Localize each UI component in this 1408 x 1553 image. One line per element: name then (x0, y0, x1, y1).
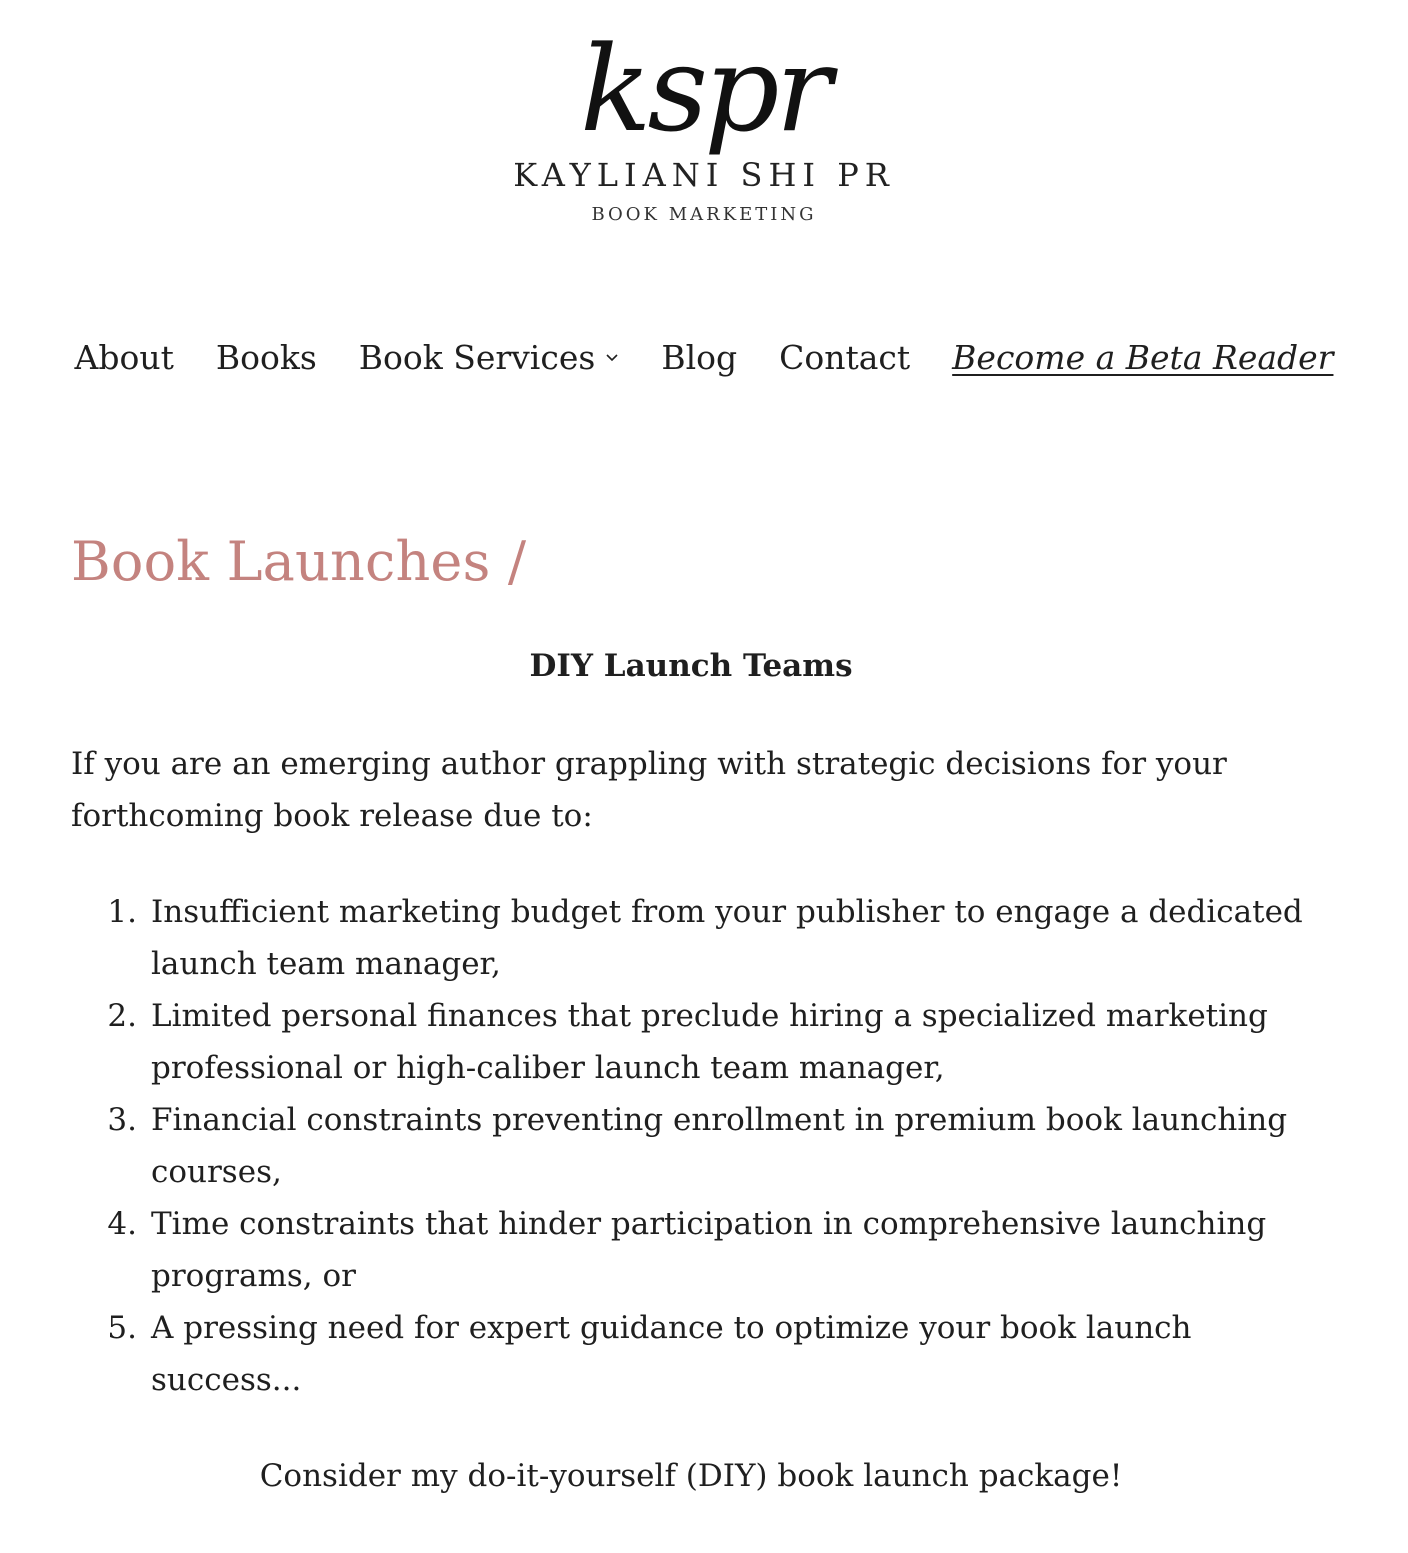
closing-statement: Consider my do-it-yourself (DIY) book launch package! (259, 1458, 1123, 1494)
nav-become-beta-reader[interactable]: Become a Beta Reader (952, 338, 1334, 377)
list-item-number: 1. (107, 894, 137, 930)
section-subheading: DIY Launch Teams (529, 648, 853, 684)
intro-paragraph: If you are an emerging author grappling with strategic decisions for your forthcoming book release due to: (71, 746, 1227, 834)
nav-contact[interactable]: Contact (779, 338, 911, 377)
list-item-number: 4. (107, 1206, 137, 1242)
list-item-number: 2. (107, 998, 137, 1034)
list-item-text: Insufficient marketing budget from your publisher to engage a dedicated launch team manager, (151, 894, 1303, 982)
list-item (71, 1094, 1311, 1198)
logo-name: KAYLIANI SHI PR (513, 156, 895, 194)
logo-monogram: kspr (579, 20, 829, 158)
reasons-list (71, 886, 1311, 1406)
list-item (71, 886, 1311, 990)
nav-books[interactable]: Books (215, 338, 317, 377)
logo-tagline: BOOK MARKETING (591, 204, 817, 225)
list-item (71, 1198, 1311, 1302)
list-item (71, 1302, 1311, 1406)
kspr-logo-mark (494, 0, 914, 240)
list-item (71, 990, 1311, 1094)
main-navigation (0, 338, 1408, 377)
nav-about[interactable]: About (74, 338, 174, 377)
list-item-text: Time constraints that hinder participation in comprehensive launching programs, or (151, 1206, 1267, 1294)
list-item-text: Limited personal finances that preclude hiring a specialized marketing professional or high-caliber launch team manager, (151, 998, 1268, 1086)
site-logo[interactable] (0, 0, 1408, 240)
list-item-text: Financial constraints preventing enrollment in premium book launching courses, (151, 1102, 1288, 1190)
list-item-number: 3. (107, 1102, 137, 1138)
main-content (71, 640, 1311, 1502)
nav-book-services-label: Book Services (358, 338, 596, 377)
list-item-number: 5. (107, 1310, 137, 1346)
page-title: Book Launches / (71, 530, 527, 593)
nav-book-services[interactable] (359, 338, 620, 377)
chevron-down-icon (605, 351, 619, 365)
list-item-text: A pressing need for expert guidance to optimize your book launch success... (151, 1310, 1192, 1398)
nav-blog[interactable]: Blog (661, 338, 738, 377)
